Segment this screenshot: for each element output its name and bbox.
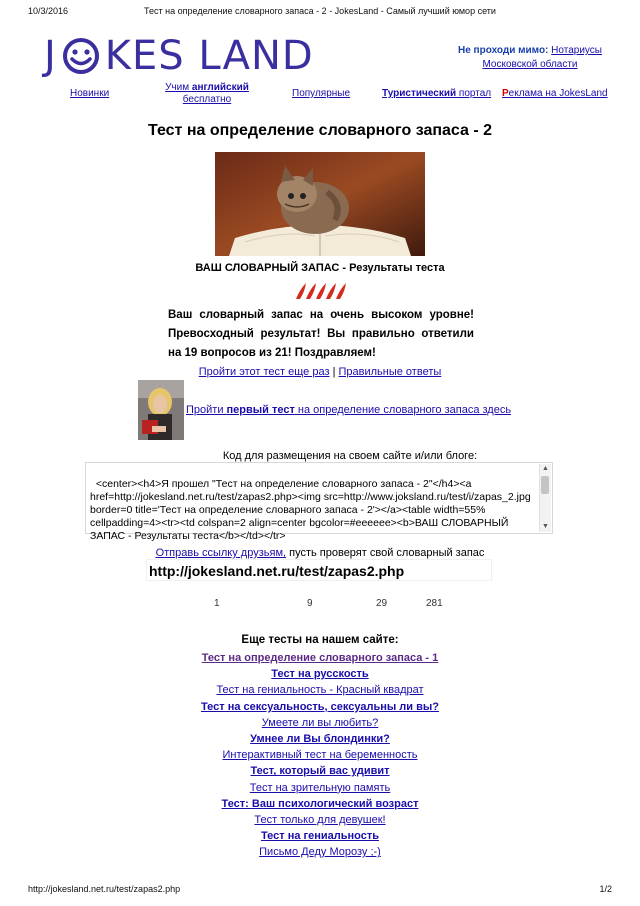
- nav-ads-rest: еклама на JokesLand: [508, 88, 608, 99]
- promo-block: [430, 44, 630, 72]
- first-test-pre: Пройти: [186, 404, 227, 416]
- page-title: Тест на определение словарного запаса - 2: [147, 122, 493, 139]
- scroll-down-icon[interactable]: ▼: [542, 523, 549, 530]
- nav-ads-first-letter: Р: [502, 88, 509, 99]
- print-footer: [0, 884, 640, 898]
- print-date: 10/3/2016: [28, 6, 69, 16]
- test-link-love[interactable]: Умеете ли вы любить?: [261, 716, 379, 729]
- test-link-blonde[interactable]: Умнее ли Вы блондинки?: [250, 732, 390, 745]
- first-test-bold: первый тест: [226, 404, 295, 416]
- counter-3: 29: [376, 598, 388, 609]
- test-link-santa-letter[interactable]: Письмо Деду Морозу ;-): [259, 846, 381, 859]
- result-links: [0, 366, 640, 378]
- promo-notary-link[interactable]: Нотариусы Московской области: [482, 45, 602, 70]
- first-test-row: [138, 380, 511, 440]
- promo-label: Не проходи мимо:: [458, 45, 549, 56]
- embed-scrollbar[interactable]: [539, 464, 551, 532]
- test-url-field[interactable]: http://jokesland.net.ru/test/zapas2.php: [146, 559, 492, 581]
- scroll-up-icon[interactable]: ▲: [542, 465, 549, 472]
- share-text: пусть проверят свой словарный запас: [286, 547, 485, 559]
- nav-tourist[interactable]: [382, 88, 491, 100]
- print-page-number: 1/2: [599, 884, 612, 894]
- nav-new[interactable]: Новинки: [70, 88, 110, 99]
- nav-english-pre: Учим: [165, 82, 192, 93]
- top-nav: [40, 82, 620, 108]
- test-link-psych-age[interactable]: Тест: Ваш психологический возраст: [221, 797, 419, 810]
- counter-1: 1: [214, 598, 220, 609]
- nav-english-post: бесплатно: [182, 94, 232, 105]
- test-link-russian[interactable]: Тест на русскость: [271, 668, 369, 681]
- test-link-genius[interactable]: Тест на гениальность: [261, 830, 379, 843]
- embed-code-text: <center><h4>Я прошел "Тест на определение словарного запаса - 2"</h4><a href=http://jokesland.net.ru/test/zapas2.php><img src=http://www.joksland.ru/test/i/zapas_2.jpg border=0 title='Тест на определение словарного запаса - 2'></a><table width=55% cellpadding=4><tr><td colspan=2 align=center bgcolor=#eeeeee><b>ВАШ СЛОВАРНЫЙ ЗАПАС - Результаты теста</b></td></tr>: [90, 478, 534, 542]
- smiley-icon: [61, 36, 101, 76]
- embed-code-textarea[interactable]: [85, 462, 553, 542]
- nav-ads[interactable]: [502, 88, 608, 100]
- share-row: [0, 547, 640, 559]
- test-link-surprise[interactable]: Тест, который вас удивит: [250, 765, 390, 778]
- print-footer-url: http://jokesland.net.ru/test/zapas2.php: [28, 884, 181, 894]
- test-link-girls-only[interactable]: Тест только для девушек!: [254, 813, 386, 826]
- kitten-reading-image: [215, 152, 425, 256]
- send-to-friends-link[interactable]: Отправь ссылку друзьям,: [155, 547, 287, 559]
- counter-2: 9: [307, 598, 313, 609]
- test-link-visual-memory[interactable]: Тест на зрительную память: [249, 781, 391, 794]
- scroll-thumb[interactable]: [541, 476, 549, 494]
- embed-label: Код для размещения на своем сайте и/или блоге:: [222, 450, 478, 462]
- first-test-post: на определение словарного запаса здесь: [294, 404, 512, 416]
- test-link-vocabulary-1[interactable]: Тест на определение словарного запаса - 1: [201, 652, 439, 664]
- counter-4: 281: [426, 598, 443, 609]
- nav-english-bold: английский: [191, 82, 249, 93]
- retry-test-link[interactable]: Пройти этот тест еще раз: [198, 366, 330, 378]
- print-page-title: Тест на определение словарного запаса - 2 - JokesLand - Самый лучший юмор сети: [144, 6, 496, 16]
- print-header: [0, 6, 640, 20]
- test-link-pregnancy[interactable]: Интерактивный тест на беременность: [222, 749, 418, 762]
- nav-tourist-bold: Туристический: [382, 88, 457, 99]
- links-separator: |: [332, 366, 336, 378]
- more-tests-heading: Еще тесты на нашем сайте:: [241, 634, 399, 646]
- result-text: Ваш словарный запас на очень высоком уровне! Превосходный результат! Вы правильно ответили на 19 вопросов из 21! Поздравляем!: [168, 309, 474, 359]
- test-link-genius-red-square[interactable]: Тест на гениальность - Красный квадрат: [216, 684, 424, 697]
- reading-woman-thumbnail[interactable]: [138, 380, 184, 440]
- nav-tourist-post: портал: [456, 88, 492, 99]
- nav-english[interactable]: [158, 82, 256, 106]
- site-logo[interactable]: [44, 34, 314, 78]
- rating-peppers-icon: [292, 281, 348, 301]
- logo-text: KES LAND: [104, 33, 314, 79]
- nav-popular[interactable]: Популярные: [292, 88, 351, 99]
- more-tests-list: [0, 650, 640, 860]
- logo-letter-j: J: [44, 33, 57, 79]
- test-link-sexuality[interactable]: Тест на сексуальность, сексуальны ли вы?: [200, 700, 439, 713]
- result-heading: ВАШ СЛОВАРНЫЙ ЗАПАС - Результаты теста: [195, 262, 445, 274]
- first-test-link[interactable]: [186, 404, 511, 416]
- correct-answers-link[interactable]: Правильные ответы: [338, 366, 442, 378]
